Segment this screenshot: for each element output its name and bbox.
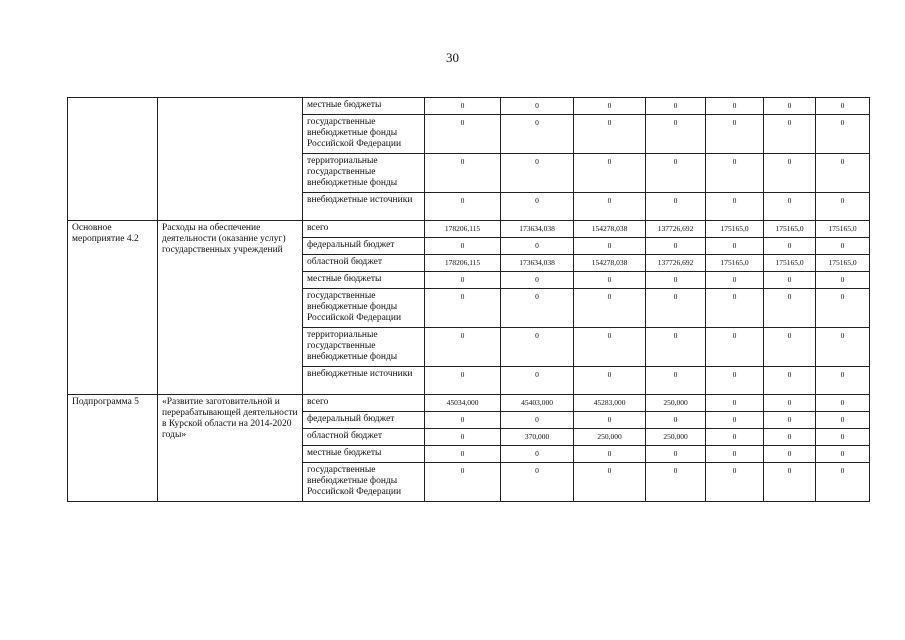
value-cell: 0: [425, 463, 501, 502]
value-cell: 0: [574, 463, 646, 502]
value-cell: 0: [816, 412, 870, 429]
value-cell: 0: [425, 272, 501, 289]
name-cell: [158, 98, 303, 221]
value-cell: 175165,0: [764, 221, 816, 238]
value-cell: 0: [764, 98, 816, 115]
value-cell: 0: [501, 154, 574, 193]
item-cell: Основное мероприятие 4.2: [68, 221, 158, 395]
value-cell: 175165,0: [764, 255, 816, 272]
value-cell: 0: [425, 429, 501, 446]
value-cell: 0: [574, 412, 646, 429]
source-cell: внебюджетные источники: [303, 193, 425, 221]
table-row: [68, 395, 870, 412]
value-cell: 370,000: [501, 429, 574, 446]
budget-table: [67, 97, 870, 502]
value-cell: 0: [646, 115, 706, 154]
value-cell: 0: [764, 115, 816, 154]
value-cell: 0: [425, 98, 501, 115]
value-cell: 154278,038: [574, 221, 646, 238]
item-cell: [68, 98, 158, 221]
name-cell: Расходы на обеспечение деятельности (оказание услуг) государственных учреждений: [158, 221, 303, 395]
value-cell: 0: [501, 115, 574, 154]
value-cell: 0: [501, 98, 574, 115]
value-cell: 0: [646, 367, 706, 395]
value-cell: 0: [574, 289, 646, 328]
value-cell: 0: [816, 115, 870, 154]
value-cell: 0: [706, 446, 764, 463]
source-cell: государственные внебюджетные фонды Российской Федерации: [303, 289, 425, 328]
source-cell: государственные внебюджетные фонды Российской Федерации: [303, 463, 425, 502]
value-cell: 0: [816, 367, 870, 395]
value-cell: 0: [706, 395, 764, 412]
value-cell: 0: [706, 193, 764, 221]
value-cell: 0: [816, 272, 870, 289]
value-cell: 154278,038: [574, 255, 646, 272]
value-cell: 0: [646, 412, 706, 429]
value-cell: 250,000: [574, 429, 646, 446]
value-cell: 0: [816, 395, 870, 412]
value-cell: 0: [646, 272, 706, 289]
value-cell: 0: [816, 446, 870, 463]
value-cell: 0: [501, 238, 574, 255]
name-cell: «Развитие заготовительной и перерабатывающей деятельности в Курской области на 2014-2020 годы»: [158, 395, 303, 502]
value-cell: 0: [501, 463, 574, 502]
value-cell: 0: [706, 412, 764, 429]
value-cell: 0: [764, 463, 816, 502]
value-cell: 0: [764, 328, 816, 367]
value-cell: 0: [425, 193, 501, 221]
value-cell: 0: [764, 429, 816, 446]
value-cell: 0: [425, 412, 501, 429]
value-cell: 0: [646, 238, 706, 255]
value-cell: 0: [816, 98, 870, 115]
value-cell: 175165,0: [816, 255, 870, 272]
source-cell: внебюджетные источники: [303, 367, 425, 395]
value-cell: 0: [816, 429, 870, 446]
value-cell: 0: [646, 289, 706, 328]
value-cell: 0: [764, 446, 816, 463]
page-number: 30: [446, 50, 459, 65]
value-cell: 0: [425, 446, 501, 463]
source-cell: областной бюджет: [303, 255, 425, 272]
value-cell: 0: [646, 154, 706, 193]
value-cell: 0: [816, 289, 870, 328]
value-cell: 0: [706, 238, 764, 255]
value-cell: 0: [706, 328, 764, 367]
source-cell: территориальные государственные внебюджетные фонды: [303, 154, 425, 193]
value-cell: 175165,0: [816, 221, 870, 238]
value-cell: 0: [574, 272, 646, 289]
value-cell: 0: [816, 463, 870, 502]
value-cell: 0: [425, 154, 501, 193]
value-cell: 0: [574, 328, 646, 367]
value-cell: 0: [816, 193, 870, 221]
value-cell: 0: [764, 238, 816, 255]
value-cell: 0: [425, 115, 501, 154]
item-cell: Подпрограмма 5: [68, 395, 158, 502]
value-cell: 0: [425, 289, 501, 328]
value-cell: 0: [574, 98, 646, 115]
source-cell: федеральный бюджет: [303, 412, 425, 429]
value-cell: 0: [816, 328, 870, 367]
table-row: [68, 98, 870, 115]
value-cell: 0: [706, 98, 764, 115]
value-cell: 0: [501, 367, 574, 395]
value-cell: 0: [425, 238, 501, 255]
value-cell: 0: [706, 154, 764, 193]
value-cell: 0: [574, 193, 646, 221]
value-cell: 0: [706, 289, 764, 328]
value-cell: 45034,000: [425, 395, 501, 412]
value-cell: 0: [574, 154, 646, 193]
value-cell: 0: [501, 272, 574, 289]
value-cell: 178206,115: [425, 221, 501, 238]
value-cell: 0: [764, 154, 816, 193]
source-cell: всего: [303, 395, 425, 412]
value-cell: 0: [764, 289, 816, 328]
value-cell: 0: [574, 446, 646, 463]
value-cell: 0: [764, 193, 816, 221]
value-cell: 0: [646, 446, 706, 463]
value-cell: 0: [574, 367, 646, 395]
value-cell: 45403,000: [501, 395, 574, 412]
source-cell: местные бюджеты: [303, 98, 425, 115]
source-cell: местные бюджеты: [303, 446, 425, 463]
table-row: [68, 221, 870, 238]
value-cell: 250,000: [646, 429, 706, 446]
value-cell: 0: [501, 412, 574, 429]
value-cell: 0: [646, 463, 706, 502]
source-cell: областной бюджет: [303, 429, 425, 446]
value-cell: 0: [501, 193, 574, 221]
value-cell: 0: [425, 328, 501, 367]
source-cell: местные бюджеты: [303, 272, 425, 289]
value-cell: 0: [706, 463, 764, 502]
value-cell: 45283,000: [574, 395, 646, 412]
value-cell: 0: [706, 429, 764, 446]
value-cell: 0: [501, 289, 574, 328]
value-cell: 0: [501, 446, 574, 463]
source-cell: государственные внебюджетные фонды Российской Федерации: [303, 115, 425, 154]
value-cell: 173634,038: [501, 221, 574, 238]
value-cell: 0: [764, 272, 816, 289]
value-cell: 0: [501, 328, 574, 367]
value-cell: 0: [764, 395, 816, 412]
value-cell: 0: [646, 193, 706, 221]
value-cell: 178206,115: [425, 255, 501, 272]
value-cell: 175165,0: [706, 221, 764, 238]
value-cell: 0: [574, 238, 646, 255]
value-cell: 137726,692: [646, 221, 706, 238]
value-cell: 0: [764, 367, 816, 395]
source-cell: всего: [303, 221, 425, 238]
value-cell: 0: [706, 272, 764, 289]
value-cell: 0: [646, 328, 706, 367]
value-cell: 0: [425, 367, 501, 395]
source-cell: территориальные государственные внебюджетные фонды: [303, 328, 425, 367]
value-cell: 0: [816, 238, 870, 255]
value-cell: 137726,692: [646, 255, 706, 272]
value-cell: 173634,038: [501, 255, 574, 272]
value-cell: 0: [574, 115, 646, 154]
value-cell: 250,000: [646, 395, 706, 412]
value-cell: 0: [816, 154, 870, 193]
source-cell: федеральный бюджет: [303, 238, 425, 255]
value-cell: 0: [706, 367, 764, 395]
value-cell: 0: [646, 98, 706, 115]
value-cell: 0: [706, 115, 764, 154]
value-cell: 175165,0: [706, 255, 764, 272]
value-cell: 0: [764, 412, 816, 429]
